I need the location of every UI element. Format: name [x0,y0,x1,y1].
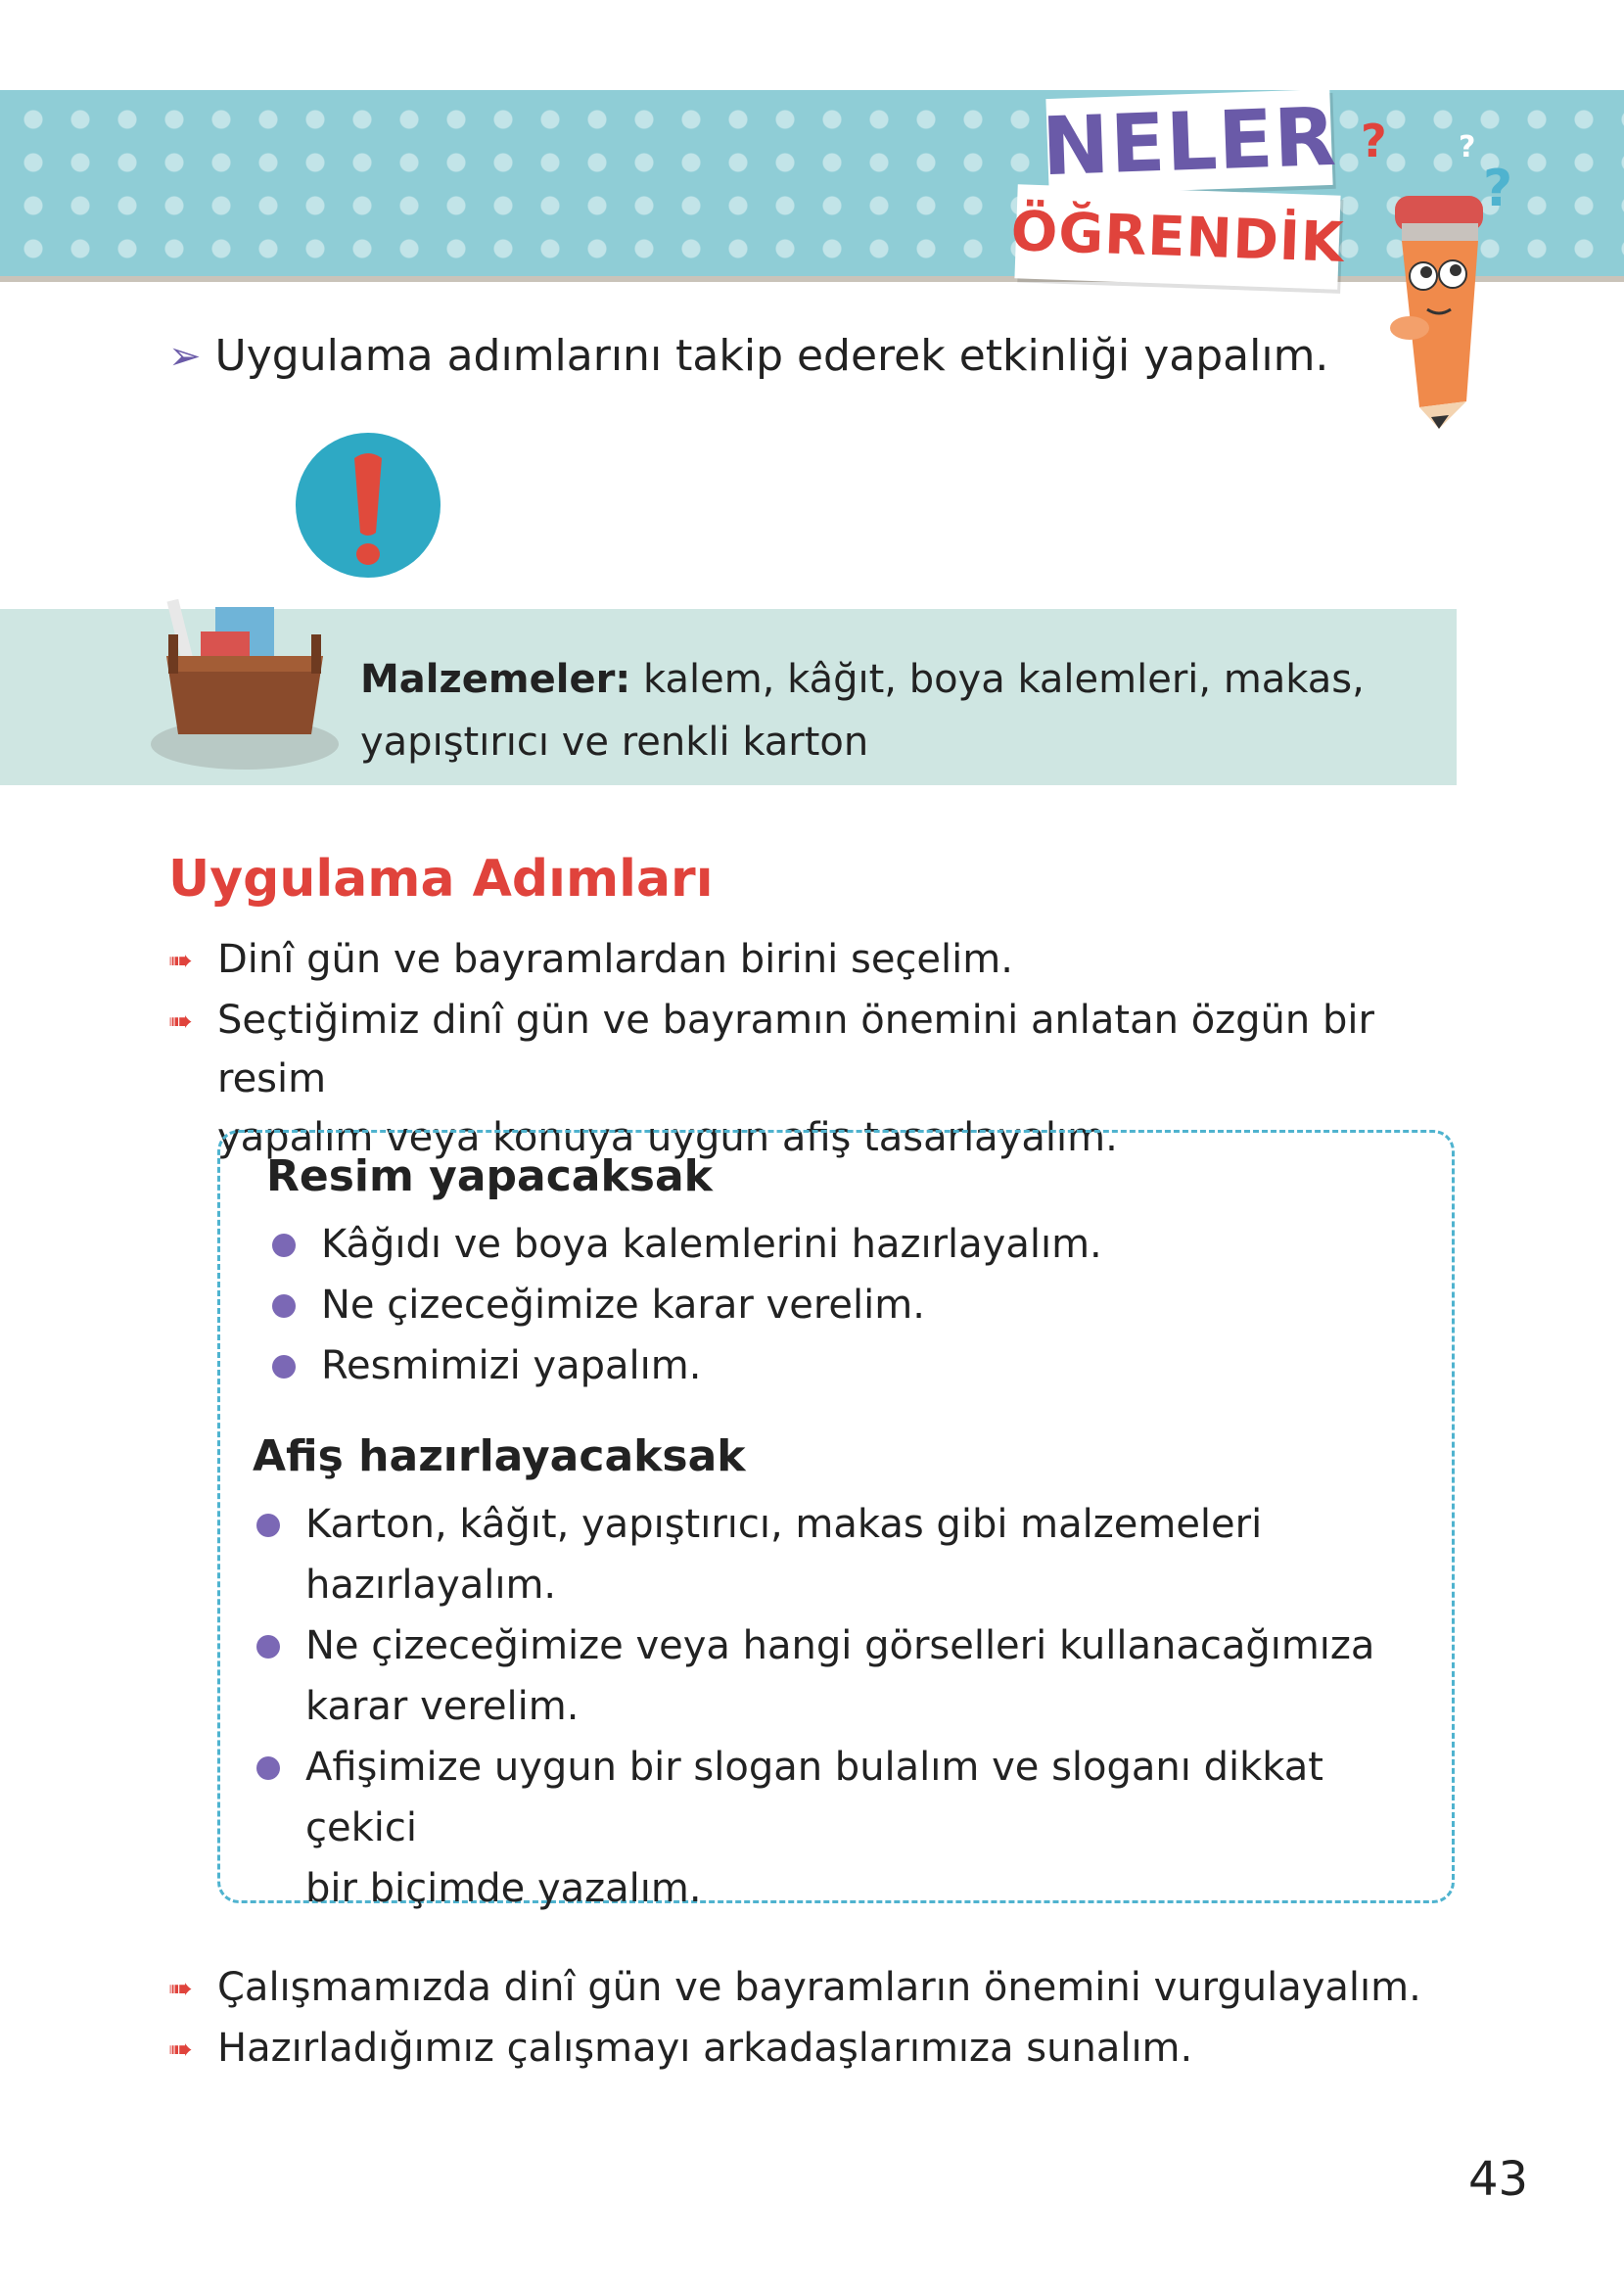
materials-list-1: kalem, kâğıt, boya kalemleri, makas, [643,657,1365,702]
list-item [256,1615,1431,1676]
header-badge-line1: NELER [1040,90,1339,194]
bullet-dot-icon [256,1514,280,1537]
header-badge-bottom [1009,184,1346,289]
list-item-text: Kâğıdı ve boya kalemlerini hazırlayalım. [321,1222,1102,1267]
list-item [272,1275,1427,1335]
list-item [168,991,1441,1108]
arrow-bullet-icon: ➠ [168,944,194,978]
bullet-dot-icon [272,1294,296,1318]
toolbox-icon [147,587,343,773]
materials-line1 [360,648,1398,711]
svg-text:?: ? [1483,160,1513,218]
exclamation-icon [294,431,442,580]
list-item-text: Çalışmamızda dinî gün ve bayramların önemini vurgulayalım. [217,1965,1421,2010]
bullet-dot-icon [256,1635,280,1659]
steps-list-bottom [168,1958,1441,2080]
list-item-continuation [256,1858,1431,1919]
bullet-dot-icon [256,1756,280,1780]
list-item-text: hazırlayalım. [305,1563,557,1608]
arrow-bullet-icon: ➠ [168,1972,194,2006]
list-item-text: Dinî gün ve bayramlardan birini seçelim. [217,937,1013,982]
afis-list [256,1494,1431,1919]
list-item-continuation [256,1555,1431,1615]
list-item-text: Ne çizeceğimize karar verelim. [321,1283,925,1328]
list-item [168,1958,1441,2019]
list-item [272,1335,1427,1396]
list-item-continuation [256,1676,1431,1737]
svg-text:?: ? [1459,130,1476,164]
list-item-text: karar verelim. [305,1684,580,1729]
afis-title: Afiş hazırlayacaksak [253,1431,746,1481]
list-item-text: yapalım veya konuya uygun afiş tasarlayalım. [217,1115,1118,1160]
materials-list-2: yapıştırıcı ve renkli karton [360,720,869,765]
list-item-text: Karton, kâğıt, yapıştırıcı, makas gibi malzemeleri [305,1502,1263,1547]
svg-text:?: ? [1361,117,1387,167]
materials-text [360,648,1398,773]
list-item [256,1737,1431,1858]
intro-text: Uygulama adımlarını takip ederek etkinliği yapalım. [214,331,1329,381]
materials-label: Malzemeler: [360,657,631,702]
list-item-text: Ne çizeceğimize veya hangi görselleri kullanacağımıza [305,1623,1375,1668]
arrow-bullet-icon: ➠ [168,1005,194,1039]
pencil-mascot-icon [1341,117,1527,431]
steps-title: Uygulama Adımları [168,850,714,909]
page-number: 43 [1468,2152,1529,2207]
arrow-bullet-icon: ➢ [168,333,202,379]
arrow-bullet-icon: ➠ [168,2033,194,2067]
list-item [168,2019,1441,2080]
bullet-dot-icon [272,1234,296,1257]
list-item [168,930,1441,991]
list-item-text: Seçtiğimiz dinî gün ve bayramın önemini anlatan özgün bir resim [217,998,1374,1101]
bullet-dot-icon [272,1355,296,1379]
header-badge-line2: ÖĞRENDİK [1009,199,1346,275]
resim-list [272,1214,1427,1396]
list-item-text: Resmimizi yapalım. [321,1343,702,1388]
list-item [272,1214,1427,1275]
list-item-text: Afişimize uygun bir slogan bulalım ve sloganı dikkat çekici [305,1745,1323,1850]
resim-title: Resim yapacaksak [266,1151,713,1201]
list-item-text: Hazırladığımız çalışmayı arkadaşlarımıza sunalım. [217,2026,1193,2071]
list-item [256,1494,1431,1555]
intro-line [168,331,1328,381]
list-item-text: bir biçimde yazalım. [305,1866,702,1911]
header-badge-top [1040,89,1339,195]
